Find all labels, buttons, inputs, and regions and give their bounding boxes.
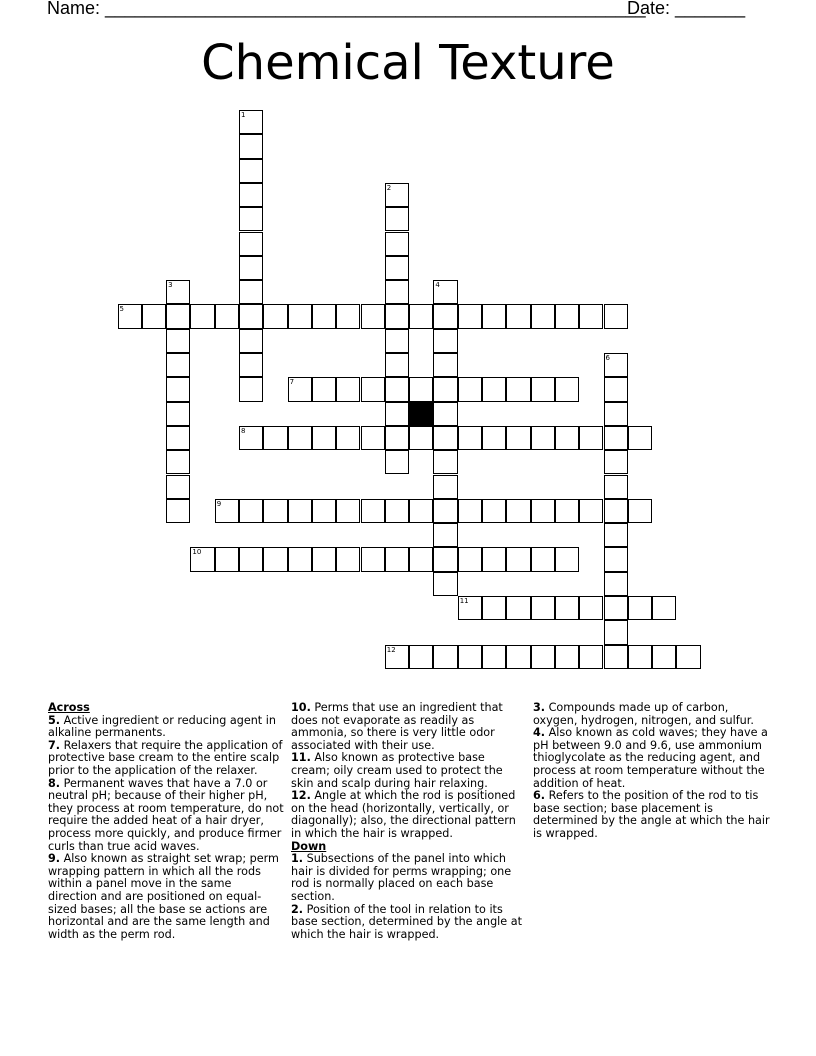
grid-cell[interactable]: [579, 499, 603, 523]
clue-across-11: [291, 752, 527, 790]
clue-text: Subsections of the panel into which hair is divided for perms wrapping; one rod is normally placed on each base section.: [291, 852, 512, 903]
grid-cell[interactable]: [482, 377, 506, 401]
clue-across-5: [48, 715, 284, 740]
grid-cell[interactable]: [385, 547, 409, 571]
grid-cell[interactable]: [385, 402, 409, 426]
grid-cell[interactable]: [531, 426, 555, 450]
clue-down-4: [533, 727, 773, 790]
grid-cell[interactable]: [482, 426, 506, 450]
clue-text: Also known as cold waves; they have a pH between 9.0 and 9.6, use ammonium thioglycolate as the reducing agent, and process at room temperature without the addition of heat.: [533, 726, 768, 790]
grid-cell[interactable]: [458, 499, 482, 523]
grid-cell[interactable]: [385, 450, 409, 474]
grid-cell[interactable]: [190, 304, 214, 328]
grid-cell[interactable]: [628, 426, 652, 450]
grid-cell[interactable]: [239, 256, 263, 280]
grid-cell[interactable]: [336, 377, 360, 401]
clue-number: 12.: [291, 789, 311, 803]
grid-cell[interactable]: [531, 596, 555, 620]
grid-cell[interactable]: [604, 499, 628, 523]
grid-cell[interactable]: [458, 596, 482, 620]
grid-cell[interactable]: [604, 426, 628, 450]
grid-cell[interactable]: [312, 426, 336, 450]
grid-cell[interactable]: [604, 572, 628, 596]
grid-cell[interactable]: [458, 645, 482, 669]
grid-cell-number: 5: [119, 305, 124, 314]
grid-cell[interactable]: [239, 207, 263, 231]
grid-cell[interactable]: [385, 377, 409, 401]
clue-number: 7.: [48, 738, 61, 752]
grid-cell[interactable]: [239, 232, 263, 256]
clue-number: 2.: [291, 902, 304, 916]
clue-number: 1.: [291, 852, 304, 866]
grid-cell[interactable]: [604, 547, 628, 571]
grid-cell[interactable]: [409, 304, 433, 328]
grid-cell[interactable]: [579, 645, 603, 669]
clue-down-3: [533, 702, 773, 727]
black-grid-cell: [409, 402, 433, 426]
grid-cell[interactable]: [604, 450, 628, 474]
grid-cell[interactable]: [604, 620, 628, 644]
clue-across-9: [48, 853, 284, 941]
grid-cell[interactable]: [361, 499, 385, 523]
clue-across-12: [291, 790, 527, 840]
grid-cell[interactable]: [312, 499, 336, 523]
clue-text: Angle at which the rod is positioned on the head (horizontally, vertically, or diagonally); also, the directional pattern in which the hair is wrapped.: [291, 789, 516, 840]
grid-cell[interactable]: [506, 304, 530, 328]
grid-cell[interactable]: [433, 353, 457, 377]
grid-cell[interactable]: [239, 329, 263, 353]
grid-cell[interactable]: [482, 596, 506, 620]
grid-cell[interactable]: [288, 304, 312, 328]
grid-cell[interactable]: [361, 426, 385, 450]
grid-cell[interactable]: [409, 426, 433, 450]
grid-cell[interactable]: [433, 645, 457, 669]
grid-cell[interactable]: [506, 547, 530, 571]
grid-cell[interactable]: [433, 426, 457, 450]
grid-cell[interactable]: [385, 353, 409, 377]
grid-cell[interactable]: [433, 280, 457, 304]
grid-cell[interactable]: [409, 377, 433, 401]
grid-cell[interactable]: [239, 159, 263, 183]
grid-cell-number: 1: [241, 111, 246, 119]
clue-number: 11.: [291, 751, 311, 765]
clue-across-7: [48, 740, 284, 778]
grid-cell[interactable]: [288, 426, 312, 450]
clue-text: Perms that use an ingredient that does not evaporate as readily as ammonia, so there is very little odor associated with their use.: [291, 701, 503, 752]
clue-number: 6.: [533, 789, 546, 803]
grid-cell[interactable]: [482, 304, 506, 328]
grid-cell[interactable]: [361, 377, 385, 401]
grid-cell[interactable]: [506, 426, 530, 450]
grid-cell[interactable]: [215, 547, 239, 571]
grid-cell[interactable]: [433, 499, 457, 523]
grid-cell-number: 9: [216, 499, 222, 508]
grid-cell[interactable]: [288, 547, 312, 571]
clue-number: 4.: [533, 726, 546, 740]
grid-cell[interactable]: [336, 304, 360, 328]
grid-cell[interactable]: [458, 304, 482, 328]
grid-cell[interactable]: [336, 426, 360, 450]
grid-cell[interactable]: [652, 596, 676, 620]
grid-cell[interactable]: [312, 377, 336, 401]
grid-cell[interactable]: [433, 304, 457, 328]
grid-cell[interactable]: [555, 377, 579, 401]
grid-cell[interactable]: [506, 596, 530, 620]
clues-column-3: [533, 702, 773, 841]
grid-cell[interactable]: [166, 475, 190, 499]
grid-cell[interactable]: [604, 377, 628, 401]
grid-cell[interactable]: [409, 645, 433, 669]
grid-cell[interactable]: [239, 377, 263, 401]
grid-cell[interactable]: [482, 547, 506, 571]
grid-cell[interactable]: [239, 547, 263, 571]
clue-number: 9.: [48, 852, 61, 866]
grid-cell[interactable]: [166, 450, 190, 474]
grid-cell[interactable]: [433, 572, 457, 596]
grid-cell[interactable]: [215, 499, 239, 523]
grid-cell[interactable]: [385, 426, 409, 450]
grid-cell[interactable]: [628, 645, 652, 669]
grid-cell[interactable]: [361, 547, 385, 571]
clue-down-1: [291, 853, 527, 903]
clue-across-10: [291, 702, 527, 752]
grid-cell[interactable]: [604, 304, 628, 328]
grid-cell[interactable]: [555, 645, 579, 669]
grid-cell[interactable]: [531, 547, 555, 571]
clue-text: Also known as straight set wrap; perm wrapping pattern in which all the rods within a panel move in the same direction and are positioned on equal-sized bases; all the base se actions are horizontal and are the same length and width as the perm rod.: [48, 852, 279, 941]
clues-column-1: [48, 702, 284, 941]
grid-cell[interactable]: [433, 329, 457, 353]
grid-cell[interactable]: [239, 353, 263, 377]
grid-cell[interactable]: [166, 499, 190, 523]
clues-column-2: [291, 702, 527, 941]
clue-number: 5.: [48, 713, 61, 727]
grid-cell[interactable]: [166, 353, 190, 377]
clue-across-8: [48, 778, 284, 854]
clue-text: Relaxers that require the application of protective base cream to the entire scalp prior to the application of the relaxer.: [48, 738, 283, 777]
clue-down-6: [533, 790, 773, 840]
grid-cell[interactable]: [312, 304, 336, 328]
grid-cell[interactable]: [312, 547, 336, 571]
grid-cell[interactable]: [385, 304, 409, 328]
down-heading: Down: [291, 839, 327, 853]
grid-cell[interactable]: [118, 304, 142, 328]
clue-number: 8.: [48, 776, 61, 790]
grid-cell[interactable]: [215, 304, 239, 328]
clue-text: Active ingredient or reducing agent in alkaline permanents.: [48, 713, 276, 740]
grid-cell-number: 8: [241, 426, 246, 435]
grid-cell-number: 6: [605, 354, 610, 362]
grid-cell[interactable]: [604, 402, 628, 426]
grid-cell[interactable]: [604, 596, 628, 620]
clue-text: Also known as protective base cream; oily cream used to protect the skin and scalp during hair relaxing.: [291, 751, 503, 790]
clue-text: Refers to the position of the rod to tis base section; base placement is determined by the angle at which the hair is wrapped.: [533, 789, 770, 840]
grid-cell[interactable]: [166, 329, 190, 353]
grid-cell[interactable]: [579, 596, 603, 620]
grid-cell-number: 11: [459, 597, 469, 605]
grid-cell[interactable]: [263, 426, 287, 450]
grid-cell[interactable]: [458, 426, 482, 450]
grid-cell[interactable]: [604, 645, 628, 669]
grid-cell[interactable]: [239, 304, 263, 328]
grid-cell[interactable]: [628, 596, 652, 620]
grid-cell[interactable]: [506, 645, 530, 669]
grid-cell[interactable]: [336, 547, 360, 571]
grid-cell[interactable]: [385, 183, 409, 207]
clue-text: Permanent waves that have a 7.0 or neutral pH; because of their higher pH, they process at room temperature, do not require the added heat of a hair dryer, process more quickly, and produce firmer curls than true acid waves.: [48, 776, 284, 853]
grid-cell[interactable]: [604, 475, 628, 499]
grid-cell[interactable]: [482, 499, 506, 523]
grid-cell[interactable]: [336, 499, 360, 523]
grid-cell[interactable]: [652, 645, 676, 669]
grid-cell-number: 4: [435, 281, 440, 290]
clue-number: 10.: [291, 701, 311, 714]
clue-down-2: [291, 904, 527, 942]
grid-cell[interactable]: [579, 304, 603, 328]
grid-cell[interactable]: [506, 377, 530, 401]
grid-cell[interactable]: [604, 523, 628, 547]
grid-cell[interactable]: [433, 547, 457, 571]
puzzle-title: Chemical Texture: [201, 35, 615, 91]
grid-cell-number: 2: [386, 183, 392, 192]
grid-cell[interactable]: [239, 499, 263, 523]
grid-cell[interactable]: [409, 499, 433, 523]
grid-cell[interactable]: [239, 134, 263, 158]
name-field-label: Name: ______________________________________________________: [47, 0, 646, 18]
grid-cell[interactable]: [263, 547, 287, 571]
grid-cell[interactable]: [385, 499, 409, 523]
grid-cell[interactable]: [531, 645, 555, 669]
grid-cell[interactable]: [433, 377, 457, 401]
grid-cell[interactable]: [263, 499, 287, 523]
grid-cell[interactable]: [482, 645, 506, 669]
grid-cell[interactable]: [239, 280, 263, 304]
grid-cell[interactable]: [409, 547, 433, 571]
grid-cell[interactable]: [433, 402, 457, 426]
clue-text: Compounds made up of carbon, oxygen, hydrogen, nitrogen, and sulfur.: [533, 701, 754, 727]
grid-cell[interactable]: [555, 304, 579, 328]
grid-cell[interactable]: [263, 304, 287, 328]
grid-cell-number: 10: [192, 548, 202, 557]
grid-cell[interactable]: [385, 232, 409, 256]
grid-cell[interactable]: [239, 426, 263, 450]
clue-number: 3.: [533, 701, 546, 714]
grid-cell[interactable]: [458, 547, 482, 571]
grid-cell[interactable]: [506, 499, 530, 523]
clue-text: Position of the tool in relation to its base section, determined by the angle at which the hair is wrapped.: [291, 902, 522, 941]
grid-cell[interactable]: [166, 402, 190, 426]
grid-cell[interactable]: [190, 547, 214, 571]
grid-cell[interactable]: [166, 280, 190, 304]
grid-cell[interactable]: [385, 329, 409, 353]
grid-cell-number: 12: [386, 645, 396, 654]
grid-cell[interactable]: [628, 499, 652, 523]
grid-cell-number: 3: [168, 281, 173, 290]
grid-cell[interactable]: [433, 450, 457, 474]
grid-cell-number: 7: [289, 378, 295, 387]
grid-cell[interactable]: [604, 353, 628, 377]
grid-cell[interactable]: [531, 499, 555, 523]
grid-cell[interactable]: [555, 547, 579, 571]
grid-cell[interactable]: [166, 377, 190, 401]
grid-cell[interactable]: [142, 304, 166, 328]
grid-cell[interactable]: [555, 499, 579, 523]
grid-cell[interactable]: [531, 304, 555, 328]
grid-cell[interactable]: [385, 256, 409, 280]
grid-cell[interactable]: [385, 207, 409, 231]
across-heading: Across: [48, 701, 90, 714]
grid-cell[interactable]: [288, 377, 312, 401]
grid-cell[interactable]: [361, 304, 385, 328]
grid-cell[interactable]: [239, 183, 263, 207]
grid-cell[interactable]: [676, 645, 700, 669]
grid-cell[interactable]: [531, 377, 555, 401]
grid-cell[interactable]: [166, 304, 190, 328]
grid-cell[interactable]: [288, 499, 312, 523]
date-field-label: Date: _______: [627, 0, 746, 18]
grid-cell[interactable]: [555, 596, 579, 620]
grid-cell[interactable]: [458, 377, 482, 401]
grid-cell[interactable]: [385, 280, 409, 304]
grid-cell[interactable]: [433, 475, 457, 499]
grid-cell[interactable]: [385, 645, 409, 669]
grid-cell[interactable]: [433, 523, 457, 547]
grid-cell[interactable]: [555, 426, 579, 450]
grid-cell[interactable]: [166, 426, 190, 450]
grid-cell[interactable]: [579, 426, 603, 450]
grid-cell[interactable]: [239, 110, 263, 134]
